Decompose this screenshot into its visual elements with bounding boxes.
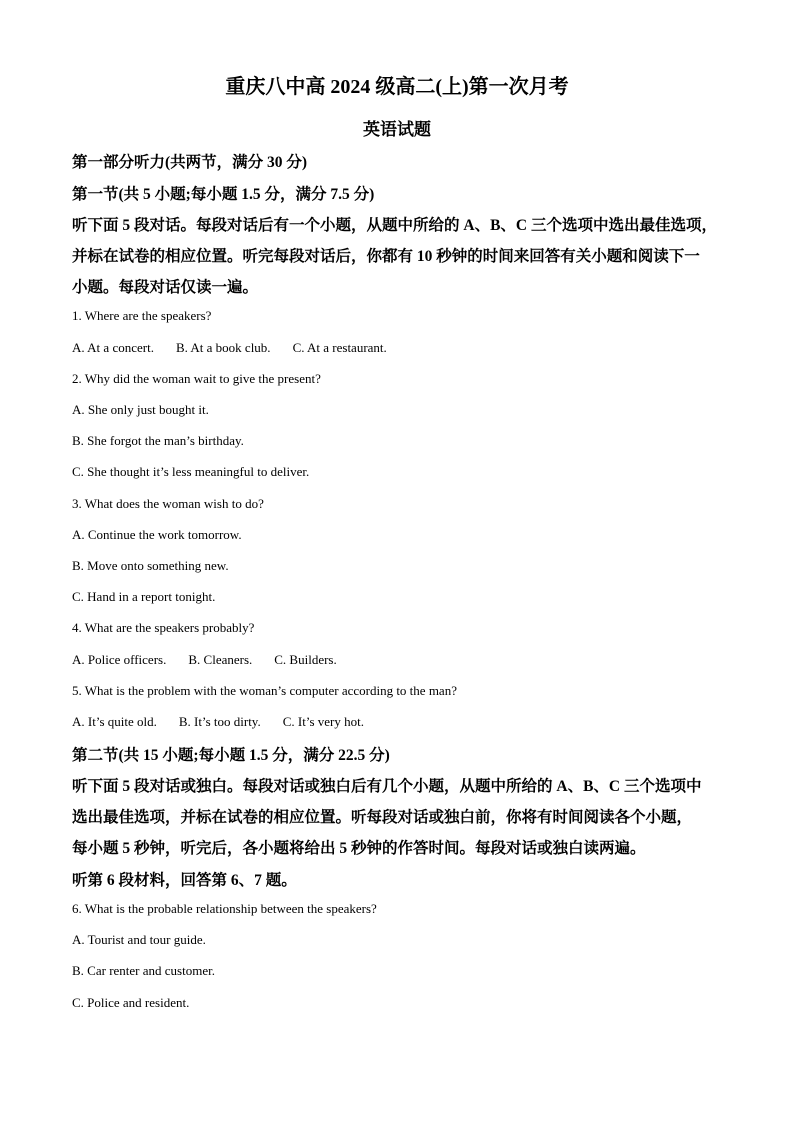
question-stem: 2. Why did the woman wait to give the present?	[72, 371, 321, 386]
option-c: C. Police and resident.	[72, 995, 190, 1010]
option-a: A. Continue the work tomorrow.	[72, 527, 242, 542]
question-stem: 3. What does the woman wish to do?	[72, 496, 264, 511]
question-stem: 1. Where are the speakers?	[72, 308, 212, 323]
page-title: 重庆八中高 2024 级高二(上)第一次月考	[225, 76, 569, 98]
question-stem: 5. What is the problem with the woman’s computer according to the man?	[72, 683, 457, 698]
option-b: B. Car renter and customer.	[72, 963, 215, 978]
question-options-row	[72, 714, 386, 730]
section1-instruction-line: 听下面 5 段对话。每段对话后有一个小题，从题中所给的 A、B、C 三个选项中选出最佳选项，	[72, 217, 717, 234]
option-b: B. It’s too dirty.	[178, 714, 261, 729]
question-stem: 6. What is the probable relationship between the speakers?	[72, 901, 377, 916]
section2-instruction-line: 听下面 5 段对话或独白。每段对话或独白后有几个小题，从题中所给的 A、B、C 三个选项中	[72, 778, 702, 795]
option-b: B. Cleaners.	[188, 652, 253, 667]
option-a: A. Tourist and tour guide.	[72, 932, 206, 947]
question-stem: 4. What are the speakers probably?	[72, 620, 255, 635]
option-c: C. She thought it’s less meaningful to deliver.	[72, 464, 310, 479]
option-c: C. At a restaurant.	[292, 340, 387, 355]
question-options-row	[72, 652, 359, 668]
section2-heading: 第二节(共 15 小题;每小题 1.5 分，满分 22.5 分)	[72, 747, 390, 764]
option-c: C. Builders.	[274, 652, 337, 667]
option-b: B. Move onto something new.	[72, 558, 229, 573]
material-heading: 听第 6 段材料，回答第 6、7 题。	[72, 872, 297, 889]
section1-instruction-line: 小题。每段对话仅读一遍。	[72, 279, 259, 296]
option-b: B. At a book club.	[175, 340, 271, 355]
page-subtitle: 英语试题	[363, 120, 431, 139]
section1-instruction-line: 并标在试卷的相应位置。听完每段对话后，你都有 10 秒钟的时间来回答有关小题和阅读下一	[72, 248, 700, 265]
option-a: A. She only just bought it.	[72, 402, 209, 417]
option-c: C. Hand in a report tonight.	[72, 589, 216, 604]
section1-heading: 第一节(共 5 小题;每小题 1.5 分，满分 7.5 分)	[72, 186, 375, 203]
option-b: B. She forgot the man’s birthday.	[72, 433, 244, 448]
section2-instruction-line: 每小题 5 秒钟，听完后，各小题将给出 5 秒钟的作答时间。每段对话或独白读两遍。	[72, 840, 646, 857]
option-a: A. It’s quite old.	[72, 714, 157, 729]
section2-instruction-line: 选出最佳选项，并标在试卷的相应位置。听每段对话或独白前，你将有时间阅读各个小题，	[72, 809, 693, 826]
part1-heading: 第一部分听力(共两节，满分 30 分)	[72, 154, 308, 171]
option-a: A. At a concert.	[72, 340, 154, 355]
option-a: A. Police officers.	[72, 652, 167, 667]
question-options-row	[72, 340, 409, 356]
option-c: C. It’s very hot.	[282, 714, 364, 729]
